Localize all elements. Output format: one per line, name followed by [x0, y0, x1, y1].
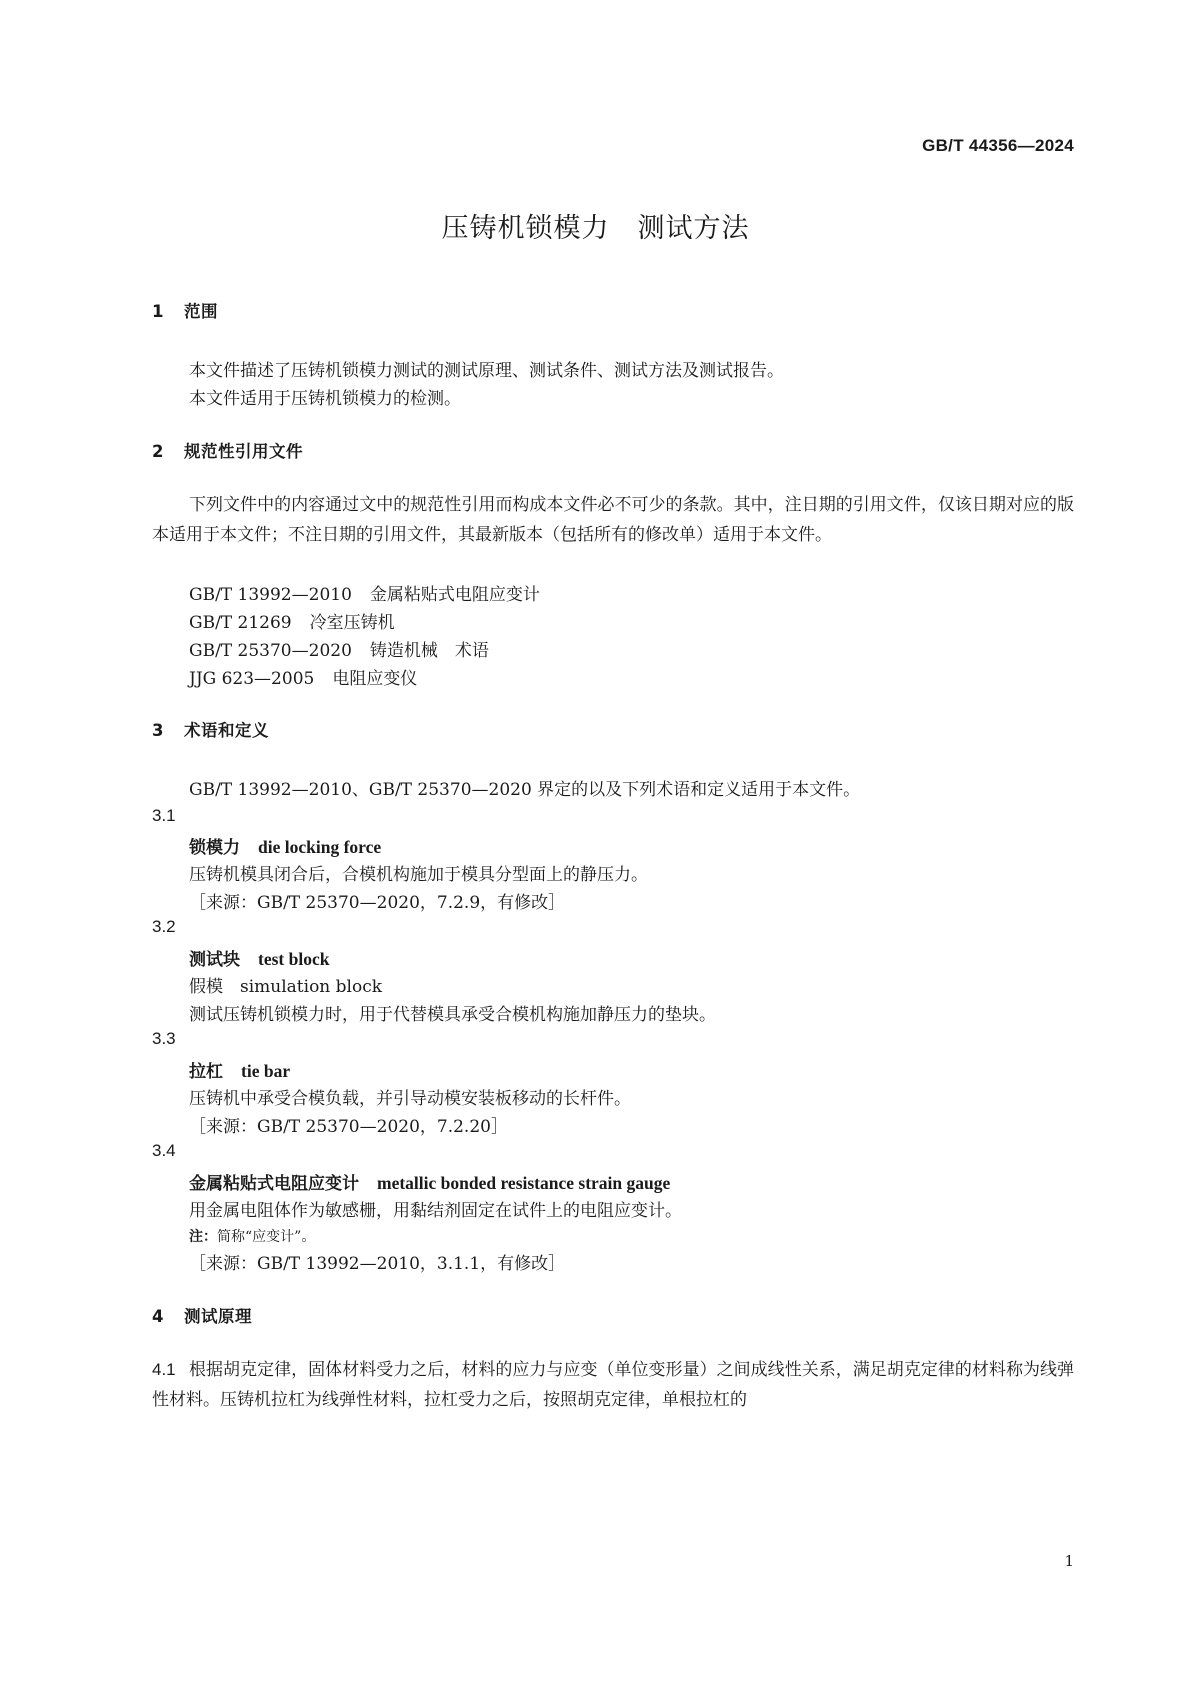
section-title: 测试原理 — [184, 1307, 252, 1326]
reference-title: 电阻应变仪 — [332, 669, 418, 689]
section-number: 2 — [152, 442, 164, 461]
reference-item — [189, 580, 540, 605]
term-en: die locking force — [258, 837, 382, 857]
section-2-heading — [152, 438, 303, 462]
term-number: 3.1 — [152, 806, 176, 825]
reference-code: GB/T 21269 — [189, 613, 292, 633]
term-note — [189, 1226, 315, 1246]
reference-title: 铸造机械 术语 — [369, 641, 489, 661]
term-definition: 压铸机中承受合模负载，并引导动模安装板移动的长杆件。 — [189, 1089, 631, 1109]
term-heading — [189, 945, 329, 970]
term-definition: 压铸机模具闭合后，合模机构施加于模具分型面上的静压力。 — [189, 865, 648, 885]
term-number: 3.2 — [152, 917, 176, 936]
term-synonym: 假模 simulation block — [189, 977, 383, 997]
reference-item — [189, 608, 395, 633]
note-text: 简称“应变计”。 — [217, 1229, 316, 1245]
reference-code: GB/T 25370—2020 — [189, 641, 352, 661]
section-title: 术语和定义 — [184, 721, 269, 740]
section-number: 1 — [152, 302, 164, 321]
reference-item — [189, 636, 489, 661]
page-number: 1 — [1064, 1552, 1074, 1570]
scope-paragraph-1: 本文件描述了压铸机锁模力测试的测试原理、测试条件、测试方法及测试报告。 — [189, 361, 784, 381]
clause-text: 根据胡克定律，固体材料受力之后，材料的应力与应变（单位变形量）之间成线性关系，满足胡克定律的材料称为线弹性材料。压铸机拉杠为线弹性材料，拉杠受力之后，按照胡克定律，单根拉杠的 — [152, 1360, 1074, 1410]
reference-title: 冷室压铸机 — [309, 613, 395, 633]
terms-intro: GB/T 13992—2010、GB/T 25370—2020 界定的以及下列术语和定义适用于本文件。 — [189, 780, 861, 800]
section-number: 3 — [152, 721, 164, 740]
term-definition: 测试压铸机锁模力时，用于代替模具承受合模机构施加静压力的垫块。 — [189, 1005, 716, 1025]
term-zh: 测试块 — [189, 950, 240, 970]
document-title: 压铸机锁模力 测试方法 — [441, 213, 750, 244]
term-zh: 拉杠 — [189, 1062, 223, 1082]
term-number: 3.4 — [152, 1141, 176, 1160]
standard-code: GB/T 44356—2024 — [922, 136, 1074, 155]
term-source: ［来源：GB/T 13992—2010，3.1.1，有修改］ — [189, 1254, 566, 1274]
scope-paragraph-2: 本文件适用于压铸机锁模力的检测。 — [189, 389, 461, 409]
reference-item — [189, 664, 417, 689]
term-source: ［来源：GB/T 25370—2020，7.2.9，有修改］ — [189, 893, 566, 913]
clause-4-1 — [152, 1355, 1074, 1415]
term-en: test block — [258, 949, 330, 969]
term-heading — [189, 833, 381, 858]
section-3-heading — [152, 717, 269, 741]
term-definition: 用金属电阻体作为敏感栅，用黏结剂固定在试件上的电阻应变计。 — [189, 1201, 682, 1221]
section-4-heading — [152, 1303, 252, 1327]
reference-code: GB/T 13992—2010 — [189, 585, 352, 605]
term-zh: 锁模力 — [189, 838, 240, 858]
section-number: 4 — [152, 1307, 164, 1326]
term-heading — [189, 1169, 670, 1194]
section-title: 规范性引用文件 — [184, 442, 303, 461]
term-en: metallic bonded resistance strain gauge — [377, 1173, 671, 1193]
term-heading — [189, 1057, 290, 1082]
term-zh: 金属粘贴式电阻应变计 — [189, 1174, 359, 1194]
normative-references-intro: 下列文件中的内容通过文中的规范性引用而构成本文件必不可少的条款。其中，注日期的引用文件，仅该日期对应的版本适用于本文件；不注日期的引用文件，其最新版本（包括所有的修改单）适用于本文件。 — [152, 495, 1074, 545]
reference-code: JJG 623—2005 — [189, 669, 315, 689]
term-number: 3.3 — [152, 1029, 176, 1048]
reference-title: 金属粘贴式电阻应变计 — [369, 585, 540, 605]
term-en: tie bar — [241, 1061, 291, 1081]
section-title: 范围 — [184, 302, 218, 321]
section-1-heading — [152, 298, 218, 322]
note-label: 注： — [189, 1229, 217, 1245]
term-source: ［来源：GB/T 25370—2020，7.2.20］ — [189, 1117, 508, 1137]
clause-number: 4.1 — [152, 1360, 176, 1379]
